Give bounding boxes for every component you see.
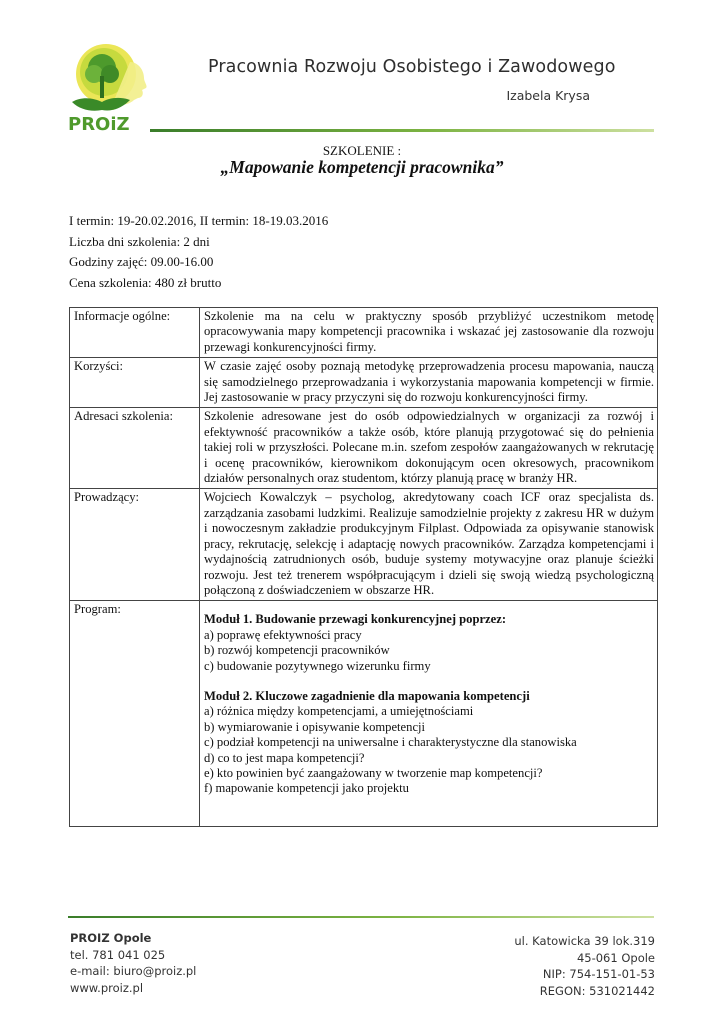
list-item: b) wymiarowanie i opisywanie kompetencji [204, 719, 426, 734]
list-item: b) rozwój kompetencji pracowników [204, 643, 390, 658]
company-name: Pracownia Rozwoju Osobistego i Zawodowego [208, 57, 616, 77]
table-row-program [70, 601, 658, 827]
module-heading: Moduł 2. Kluczowe zagadnienie dla mapowania kompetencji [204, 688, 530, 703]
row-label: Informacje ogólne: [70, 308, 200, 358]
list-item: f) mapowanie kompetencji jako projektu [204, 781, 409, 796]
list-item: c) podział kompetencji na uniwersalne i charakterystyczne dla stanowiska [204, 735, 577, 750]
row-text: Wojciech Kowalczyk – psycholog, akredytowany coach ICF oraz specjalista ds. zarządzania zasobami ludzkimi. Realizuje samodzielnie projekty z zakresu HR w dużym i nowoczesnym zakładzie produkcyjnym Filplast. Odpowiada za opisywanie stanowisk pracy, rekrutację, selekcję i adaptację nowych pracowników. Zarządza kompetencjami i wydajnością zatrudnionych osób, buduje systemy motywacyjne oraz planuje ścieżki rozwoju. Jest też trenerem współpracującym i dzieli się swoją wiedzą psychologiczną połączoną z doświadczeniem w obszarze HR. [200, 489, 658, 601]
row-text: W czasie zajęć osoby poznają metodykę przeprowadzenia procesu mapowania, nauczą się samodzielnego przeprowadzania i wykorzystania mapowania kompetencji w firmie. Jej zastosowanie w pracy przyczyni się do rozwoju konkurencyjności firmy. [200, 358, 658, 408]
document-kind: SZKOLENIE : [322, 143, 402, 158]
training-days: Liczba dni szkolenia: 2 dni [69, 233, 210, 249]
head-tree-hands-icon [64, 40, 160, 132]
list-item: d) co to jest mapa kompetencji? [204, 750, 365, 765]
footer-website: www.proiz.pl [70, 980, 144, 995]
footer-contact [70, 930, 196, 996]
proiz-logo [64, 40, 160, 132]
header-divider [150, 129, 654, 132]
row-label: Adresaci szkolenia: [70, 408, 200, 489]
table-row [70, 408, 658, 489]
footer-divider [68, 916, 654, 918]
list-item: c) budowanie pozytywnego wizerunku firmy [204, 658, 431, 673]
table-row [70, 358, 658, 408]
list-item: a) poprawę efektywności pracy [204, 627, 362, 642]
document-title: „Mapowanie kompetencji pracownika” [220, 157, 504, 177]
list-item: e) kto powinien być zaangażowany w tworzenie map kompetencji? [204, 765, 543, 780]
row-label: Korzyści: [70, 358, 200, 408]
row-label: Program: [70, 601, 200, 827]
row-text: Szkolenie ma na celu w praktyczny sposób przybliżyć uczestnikom metodę opracowywania mapy kompetencji pracownika i wskazać jej zastosowanie dla rozwoju przewagi konkurencyjności firmy. [200, 308, 658, 358]
logo-text: PROiZ [68, 114, 130, 132]
table-row [70, 308, 658, 358]
footer-phone: tel. 781 041 025 [70, 947, 166, 962]
footer-regon: REGON: 531021442 [539, 983, 655, 998]
owner-name: Izabela Krysa [506, 88, 590, 103]
training-hours: Godziny zajęć: 09.00-16.00 [69, 254, 214, 270]
footer-street: ul. Katowicka 39 lok.319 [514, 934, 655, 948]
training-info-table [69, 307, 658, 827]
training-dates: I termin: 19-20.02.2016, II termin: 18-19.03.2016 [69, 213, 329, 228]
footer-address [514, 933, 655, 999]
footer-email: e-mail: biuro@proiz.pl [70, 964, 197, 978]
row-text: Szkolenie adresowane jest do osób odpowiedzialnych w organizacji za rozwój i efektywność pracowników a także osób, które planują przygotować się do pełnienia takiej roli w przyszłości. Polecane m.in. szefom zespołów zaangażowanych w rekrutację i ocenę pracowników, kierownikom dokonującym ocen okresowych, pracownikom działów personalnych oraz studentom, którzy planują pracę w branży HR. [200, 408, 658, 489]
module-heading: Moduł 1. Budowanie przewagi konkurencyjnej poprzez: [204, 612, 507, 627]
footer-city: 45-061 Opole [576, 950, 655, 965]
training-price: Cena szkolenia: 480 zł brutto [69, 274, 222, 290]
row-label: Prowadzący: [70, 489, 200, 601]
footer-company: PROIZ Opole [70, 931, 152, 945]
footer-nip: NIP: 754-151-01-53 [542, 967, 655, 981]
training-details [69, 211, 328, 293]
module-items [204, 704, 654, 796]
module-items [204, 628, 654, 674]
program-content [200, 601, 658, 827]
table-row [70, 489, 658, 601]
list-item: a) różnica między kompetencjami, a umiejętnościami [204, 704, 474, 719]
